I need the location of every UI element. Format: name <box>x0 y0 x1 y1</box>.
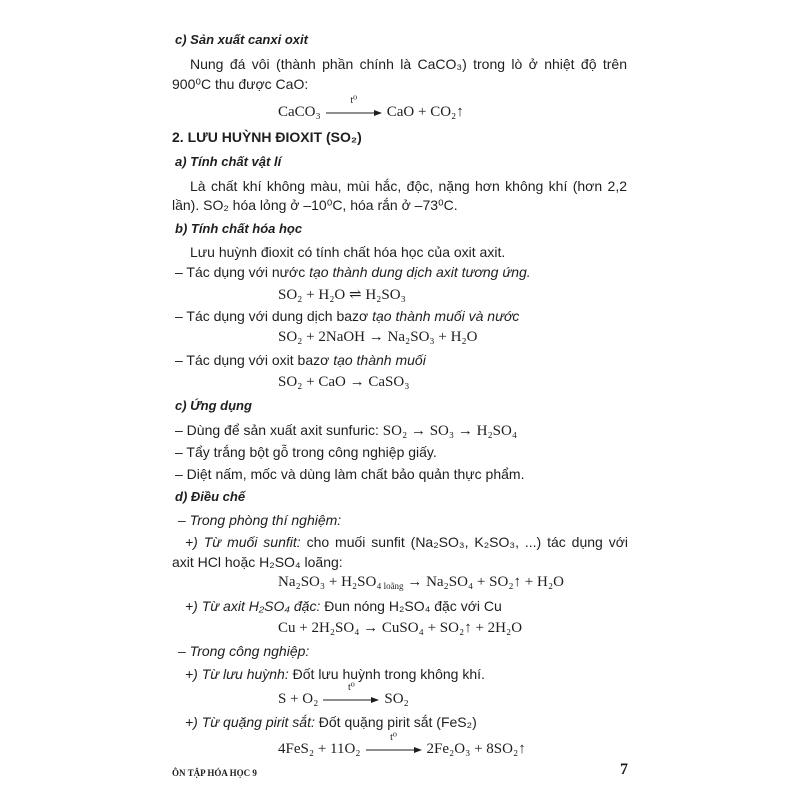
equation: Cu + 2H₂SO₄ → CuSO₄ + SO₂↑ + 2H₂O <box>278 620 523 636</box>
reaction-arrow-icon <box>326 94 382 119</box>
list-item: – Diệt nấm, mốc và dùng làm chất bảo quản thực phẩm. <box>175 466 525 482</box>
reagent-condition-note: loãng <box>383 581 404 591</box>
method-text: Đốt quặng pirit sắt (FeS₂) <box>318 714 477 730</box>
lab-method-heading: – Trong phòng thí nghiệm: <box>178 512 342 528</box>
method-text: Đun nóng H₂SO₄ đặc với Cu <box>324 598 502 614</box>
equation-reactants: 4FeS₂ + 11O₂ <box>278 741 361 757</box>
method-label: +) Từ quặng pirit sắt: <box>185 714 315 730</box>
subheading-physical-properties: a) Tính chất vật lí <box>175 154 282 169</box>
method-line <box>185 665 485 683</box>
reaction-arrow-icon <box>366 731 422 756</box>
equation: SO₂ + 2NaOH → Na₂SO₃ + H₂O <box>278 329 478 345</box>
equation-reactants: CaCO₃ <box>278 104 321 120</box>
subheading-preparation: d) Điều chế <box>175 489 246 504</box>
list-item <box>175 421 517 440</box>
method-line <box>185 533 628 551</box>
reaction-description <box>175 307 519 325</box>
reaction-condition: t⁰ <box>390 731 397 743</box>
equation: SO₂ + H₂O ⇌ H₂SO₃ <box>278 287 406 303</box>
equation-lime-calcination <box>278 94 464 121</box>
page-number: 7 <box>620 761 628 778</box>
footer-book-title: ÔN TẬP HÓA HỌC 9 <box>172 768 257 778</box>
reaction-description <box>175 351 426 369</box>
method-line <box>185 597 502 615</box>
equation-reactants: Na₂SO₃ + H₂SO₄ <box>278 574 382 590</box>
reaction-condition: t⁰ <box>350 94 358 106</box>
reaction-result: tạo thành dung dịch axit tương ứng. <box>309 264 531 280</box>
equation-products: 2Fe₂O₃ + 8SO₂↑ <box>426 741 526 757</box>
equation: SO₂ + CaO → CaSO₃ <box>278 374 410 390</box>
reaction-condition: t⁰ <box>347 681 355 693</box>
subheading-applications: c) Ứng dụng <box>175 398 252 413</box>
list-item: – Tẩy trắng bột gỗ trong công nghiệp giấy. <box>175 444 437 460</box>
equation-products: → Na₂SO₄ + SO₂↑ + H₂O <box>407 574 564 590</box>
reaction-text: – Tác dụng với oxit bazơ <box>175 352 330 368</box>
equation-sulfur-burning <box>278 681 409 708</box>
equation-reactants: S + O₂ <box>278 691 319 707</box>
paragraph-line: Nung đá vôi (thành phần chính là CaCO₃) trong lò ở nhiệt độ trên <box>190 56 627 72</box>
method-label: +) Từ axit H₂SO₄ đặc: <box>185 598 321 614</box>
paragraph-line: lần). SO₂ hóa lỏng ở –10⁰C, hóa rắn ở –73⁰C. <box>172 197 458 213</box>
paragraph-line: 900⁰C thu được CaO: <box>172 76 309 92</box>
method-label: +) Từ lưu huỳnh: <box>185 666 289 682</box>
equation-sulfite <box>278 573 564 595</box>
reaction-description <box>175 263 531 281</box>
paragraph-line: Lưu huỳnh đioxit có tính chất hóa học của oxit axit. <box>190 244 506 260</box>
method-line <box>185 713 477 731</box>
list-item-text: – Dùng để sản xuất axit sunfuric: <box>175 422 379 438</box>
reaction-result: tạo thành muối <box>333 352 426 368</box>
equation-pyrite-roasting <box>278 731 526 758</box>
reaction-text: – Tác dụng với nước <box>175 264 306 280</box>
paragraph-line: Là chất khí không màu, mùi hắc, độc, nặng hơn không khí (hơn 2,2 <box>190 178 627 194</box>
formula-chain: SO₂ → SO₃ → H₂SO₄ <box>382 423 518 439</box>
reaction-result: tạo thành muối và nước <box>372 308 520 324</box>
reaction-text: – Tác dụng với dung dịch bazơ <box>175 308 369 324</box>
paragraph-line: axit HCl hoặc H₂SO₄ loãng: <box>172 554 343 570</box>
subheading-chemical-properties: b) Tính chất hóa học <box>175 221 303 236</box>
method-text: cho muối sunfit (Na₂SO₃, K₂SO₃, ...) tác dụng với <box>306 534 629 550</box>
section-title-sulfur-dioxide: 2. LƯU HUỲNH ĐIOXIT (SO₂) <box>172 129 362 145</box>
method-text: Đốt lưu huỳnh trong không khí. <box>292 666 485 682</box>
method-label: +) Từ muối sunfit: <box>185 534 301 550</box>
section-heading-lime-production: c) Sản xuất canxi oxit <box>175 32 308 47</box>
equation-products: CaO + CO₂↑ <box>386 104 464 120</box>
reaction-arrow-icon <box>323 681 379 706</box>
equation-products: SO₂ <box>384 691 409 707</box>
industry-method-heading: – Trong công nghiệp: <box>178 643 310 659</box>
